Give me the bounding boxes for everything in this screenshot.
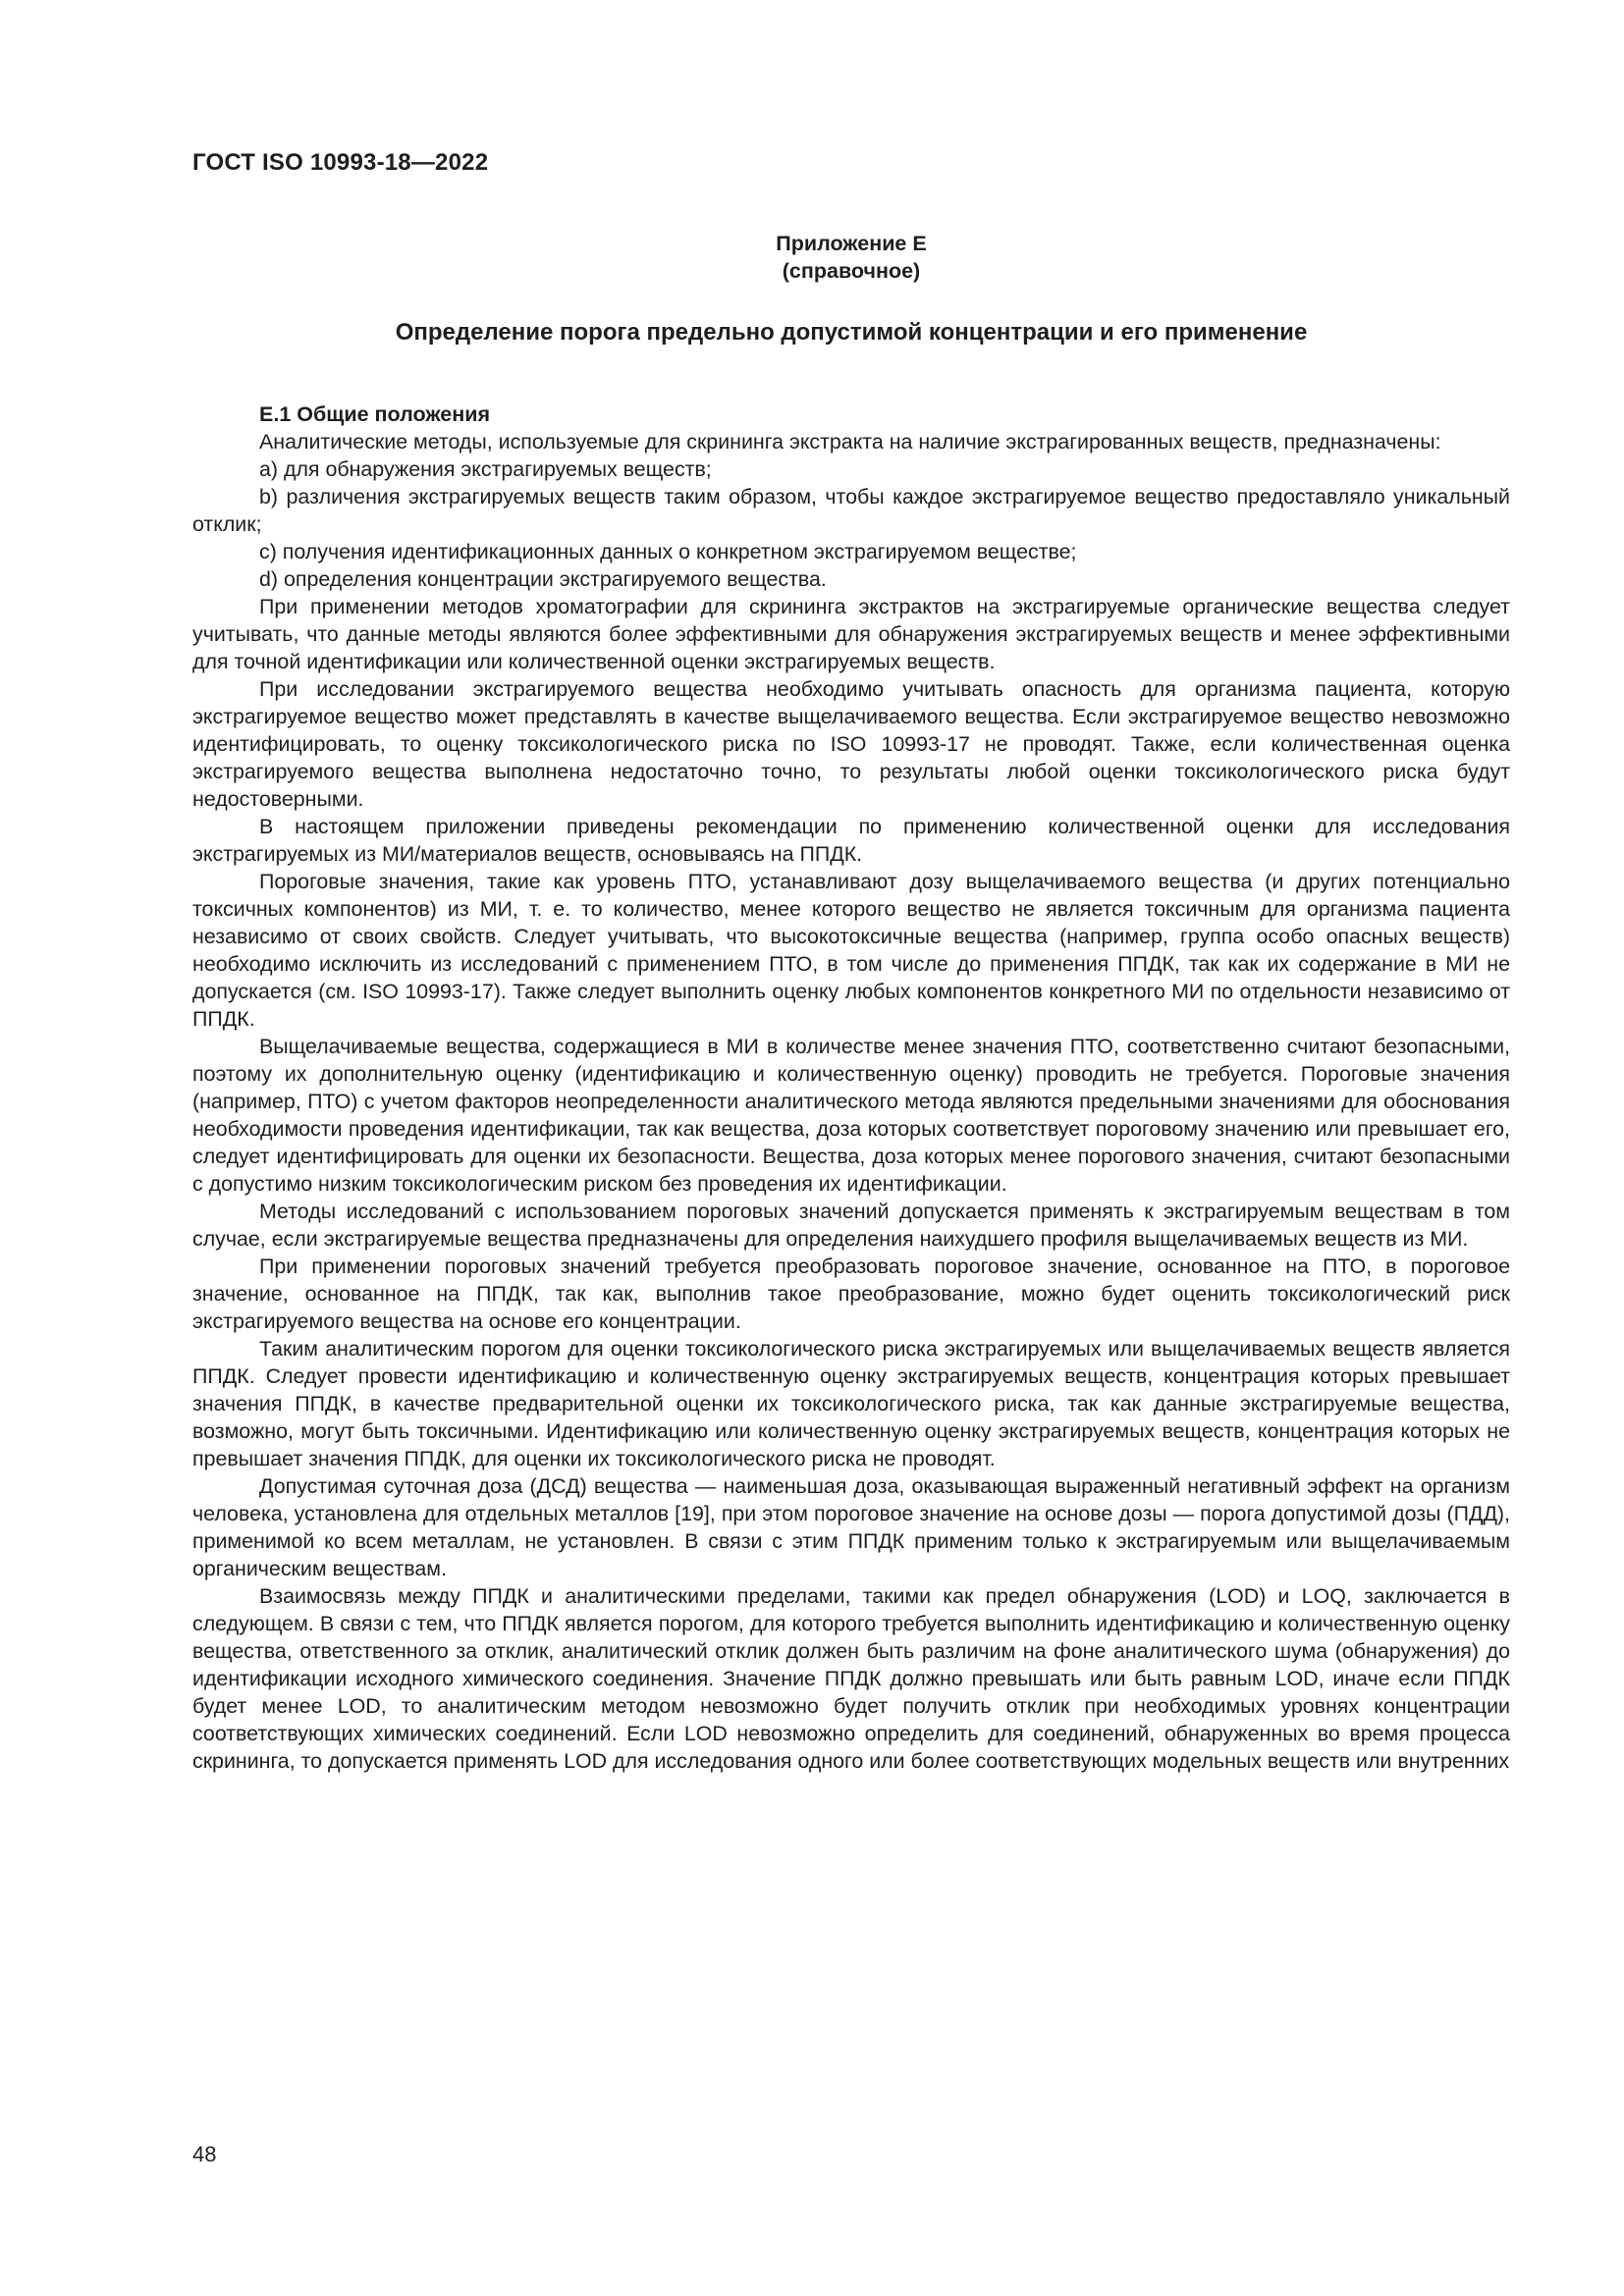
list-item-c: c) получения идентификационных данных о конкретном экстрагируемом веществе; bbox=[259, 540, 1077, 563]
list-item-b: b) различения экстрагируемых веществ таким образом, чтобы каждое экстрагируемое вещество предоставляло уникальный отклик; bbox=[192, 485, 1510, 536]
intro-paragraph: Аналитические методы, используемые для скрининга экстракта на наличие экстрагированных веществ, предназначены: bbox=[259, 430, 1441, 454]
paragraph: Выщелачиваемые вещества, содержащиеся в МИ в количестве менее значения ПТО, соответственно считают безопасными, поэтому их дополнительную оценку (идентификацию и количественную оценку) проводить не требуется. Пороговые значения (например, ПТО) с учетом факторов неопределенности аналитического метода являются предельными значениями для обоснования необходимости проведения идентификации, так как вещества, доза которых соответствует пороговому значению или превышает его, следует идентифицировать для оценки их безопасности. Вещества, доза которых менее порогового значения, считают безопасными с допустимо низким токсикологическим риском без проведения их идентификации. bbox=[192, 1035, 1510, 1196]
list-item-a: a) для обнаружения экстрагируемых веществ; bbox=[259, 457, 712, 481]
paragraph: В настоящем приложении приведены рекомендации по применению количественной оценки для исследования экстрагируемых из МИ/материалов веществ, основываясь на ППДК. bbox=[192, 815, 1510, 866]
page-number: 48 bbox=[192, 2142, 217, 2166]
paragraph: Методы исследований с использованием пороговых значений допускается применять к экстрагируемым веществам в том случае, если экстрагируемые вещества предназначены для определения наихудшего профиля выщелачиваемых веществ из МИ. bbox=[192, 1200, 1510, 1251]
paragraph: Пороговые значения, такие как уровень ПТО, устанавливают дозу выщелачиваемого вещества (и других потенциально токсичных компонентов) из МИ, т. е. то количество, менее которого вещество не является токсичным для организма пациента независимо от своих свойств. Следует учитывать, что высокотоксичные вещества (например, группа особо опасных веществ) необходимо исключить из исследований с применением ПТО, в том числе до применения ППДК, так как их содержание в МИ не допускается (см. ISO 10993-17). Также следует выполнить оценку любых компонентов конкретного МИ по отдельности независимо от ППДК. bbox=[192, 870, 1510, 1031]
paragraph: Таким аналитическим порогом для оценки токсикологического риска экстрагируемых или выщелачиваемых веществ является ППДК. Следует провести идентификацию и количественную оценку экстрагируемых веществ, концентрация которых превышает значения ППДК, в качестве предварительной оценки их токсикологического риска, так как данные экстрагируемые вещества, возможно, могут быть токсичными. Идентификацию или количественную оценку экстрагируемых веществ, концентрация которых не превышает значения ППДК, для оценки их токсикологического риска не проводят. bbox=[192, 1337, 1510, 1470]
section-heading: Е.1 Общие положения bbox=[259, 402, 491, 426]
appendix-label: Приложение Е bbox=[776, 232, 927, 255]
paragraph: При исследовании экстрагируемого вещества необходимо учитывать опасность для организма пациента, которую экстрагируемое вещество может представлять в качестве выщелачиваемого вещества. Если экстрагируемое вещество невозможно идентифицировать, то оценку токсикологического риска по ISO 10993-17 не проводят. Также, если количественная оценка экстрагируемого вещества выполнена недостаточно точно, то результаты любой оценки токсикологического риска будут недостоверными. bbox=[192, 677, 1510, 811]
document-code: ГОСТ ISO 10993-18—2022 bbox=[192, 149, 489, 176]
paragraph: Взаимосвязь между ППДК и аналитическими пределами, такими как предел обнаружения (LOD) и LOQ, заключается в следующем. В связи с тем, что ППДК является порогом, для которого требуется выполнить идентификацию и количественную оценку вещества, ответственного за отклик, аналитический отклик должен быть различим на фоне аналитического шума (обнаружения) до идентификации исходного химического соединения. Значение ППДК должно превышать или быть равным LOD, иначе если ППДК будет менее LOD, то аналитическим методом невозможно будет получить отклик при необходимых уровнях концентрации соответствующих химических соединений. Если LOD невозможно определить для соединений, обнаруженных во время процесса скрининга, то допускается применять LOD для исследования одного или более соответствующих модельных веществ или внутренних bbox=[192, 1584, 1510, 1773]
appendix-header bbox=[192, 230, 1510, 285]
list-item-d: d) определения концентрации экстрагируемого вещества. bbox=[259, 567, 827, 591]
document-body bbox=[192, 400, 1510, 1775]
paragraph: При применении методов хроматографии для скрининга экстрактов на экстрагируемые органические вещества следует учитывать, что данные методы являются более эффективными для обнаружения экстрагируемых веществ и менее эффективными для точной идентификации или количественной оценки экстрагируемых веществ. bbox=[192, 595, 1510, 673]
paragraph: Допустимая суточная доза (ДСД) вещества — наименьшая доза, оказывающая выраженный негативный эффект на организм человека, установлена для отдельных металлов [19], при этом пороговое значение на основе дозы — порога допустимой дозы (ПДД), применимой ко всем металлам, не установлен. В связи с этим ППДК применим только к экстрагируемым или выщелачиваемым органическим веществам. bbox=[192, 1474, 1510, 1580]
appendix-title: Определение порога предельно допустимой концентрации и его применение bbox=[395, 319, 1308, 346]
appendix-type: (справочное) bbox=[782, 259, 921, 283]
paragraph: При применении пороговых значений требуется преобразовать пороговое значение, основанное на ПТО, в пороговое значение, основанное на ППДК, так как, выполнив такое преобразование, можно будет оценить токсикологический риск экстрагируемого вещества на основе его концентрации. bbox=[192, 1255, 1510, 1333]
